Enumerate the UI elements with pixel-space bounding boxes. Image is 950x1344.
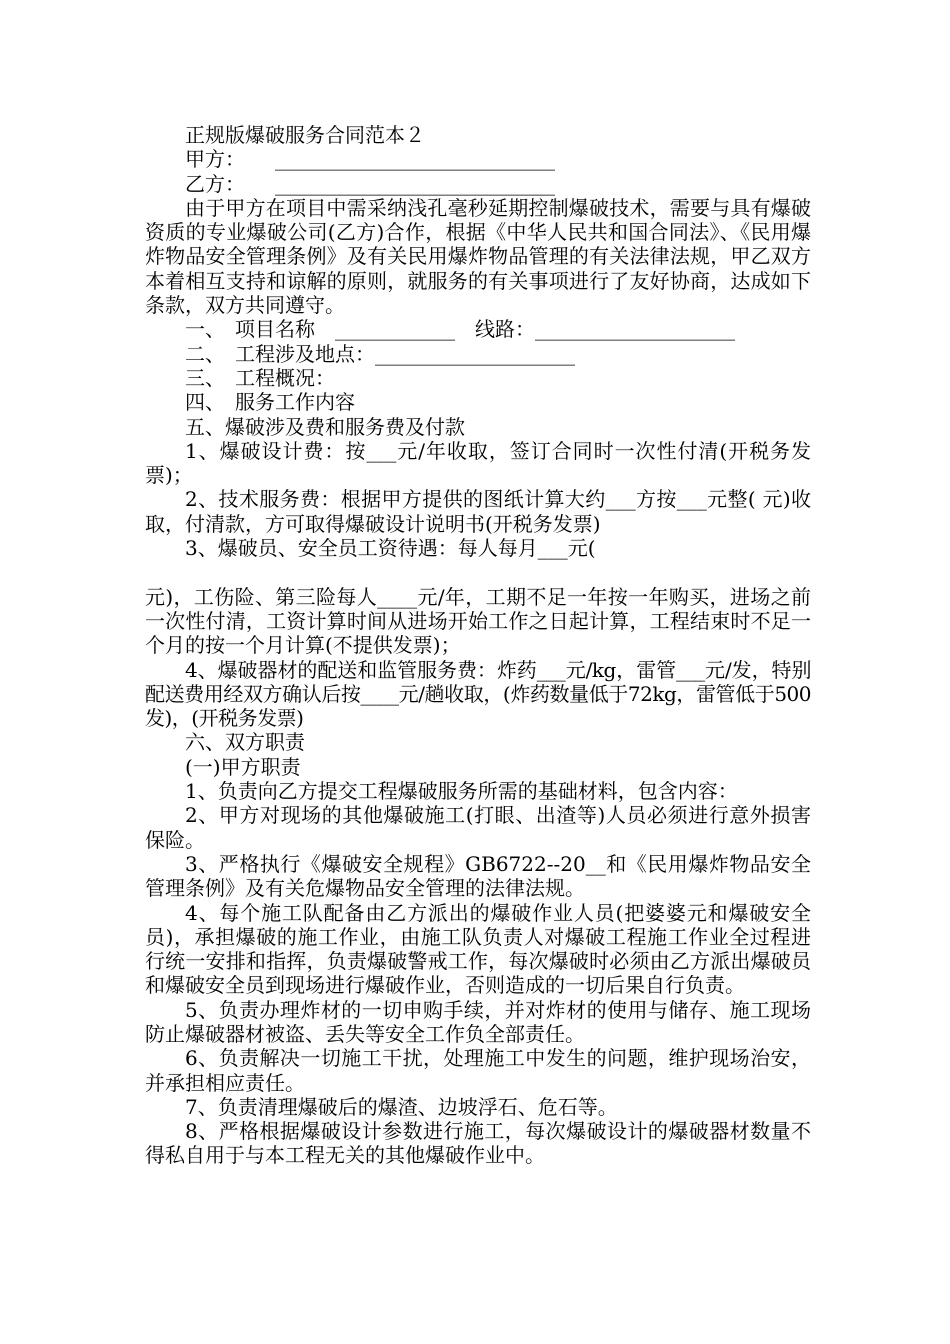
party-a-line: 甲方： ____________________________ [185, 147, 555, 172]
duty-item-7: 7、负责清理爆破后的爆渣、边坡浮石、危石等。 [185, 1094, 618, 1119]
section-6-duties: 六、双方职责 [185, 730, 305, 755]
section-3-overview: 三、 工程概况： [185, 365, 335, 390]
duty-item-3: 3、严格执行《爆破安全规程》GB6722--20__和《民用爆炸物品安全管理条例》及有关危爆物品安全管理的法律法规。 [145, 851, 811, 901]
party-b-line: 乙方： ____________________________ [185, 171, 555, 196]
blank-gap [145, 560, 811, 584]
section-5-fees: 五、爆破涉及费和服务费及付款 [185, 414, 465, 439]
fee-item-3-start: 3、爆破员、安全员工资待遇：每人每月___元( [185, 536, 596, 561]
fee-item-4: 4、爆破器材的配送和监管服务费：炸药___元/kg，雷管___元/发，特别配送费用经双方确认后按____元/趟收取，(炸药数量低于72kg，雷管低于500发)，(开税务发票) [145, 657, 811, 731]
duty-item-6: 6、负责解决一切施工干扰，处理施工中发生的问题，维护现场治安，并承担相应责任。 [145, 1046, 811, 1095]
duty-item-5: 5、负责办理炸材的一切申购手续，并对炸材的使用与储存、施工现场防止爆破器材被盗、丢失等安全工作负全部责任。 [145, 997, 811, 1046]
document-title: 正规版爆破服务合同范本２ [185, 123, 425, 147]
intro-paragraph: 由于甲方在项目中需采纳浅孔毫秒延期控制爆破技术，需要与具有爆破资质的专业爆破公司(乙方)合作，根据《中华人民共和国合同法》、《民用爆炸物品安全管理条例》及有关民用爆炸物品管理的有关法律法规，甲乙双方本着相互支持和谅解的原则，就服务的有关事项进行了友好协商，达成如下条款，双方共同遵守。 [145, 195, 811, 318]
duty-item-1: 1、负责向乙方提交工程爆破服务所需的基础材料，包含内容： [185, 779, 738, 804]
duty-item-8: 8、严格根据爆破设计参数进行施工，每次爆破设计的爆破器材数量不得私自用于与本工程无关的其他爆破作业中。 [145, 1119, 811, 1168]
section-1-project-name: 一、 项目名称 ____________ 线路：____________________ [185, 317, 735, 342]
section-6-1-party-a-duties: (一)甲方职责 [185, 754, 301, 779]
section-2-location: 二、 工程涉及地点：____________________ [185, 341, 575, 366]
fee-item-2: 2、技术服务费：根据甲方提供的图纸计算大约___方按___元整( 元)收取，付清款，方可取得爆破设计说明书(开税务发票) [145, 487, 811, 536]
fee-item-3-continued: 元)，工伤险、第三险每人____元/年，工期不足一年按一年购买，进场之前一次性付清，工资计算时间从进场开始工作之日起计算，工程结束时不足一个月的按一个月计算(不提供发票)； [145, 584, 811, 658]
duty-item-2: 2、甲方对现场的其他爆破施工(打眼、出渣等)人员必须进行意外损害保险。 [145, 803, 811, 852]
duty-item-4: 4、每个施工队配备由乙方派出的爆破作业人员(把婆婆元和爆破安全员)，承担爆破的施工作业，由施工队负责人对爆破工程施工作业全过程进行统一安排和指挥，负责爆破警戒工作，每次爆破时必须由乙方派出爆破员和爆破安全员到现场进行爆破作业，否则造成的一切后果自行负责。 [145, 900, 811, 998]
fee-item-1: 1、爆破设计费：按___元/年收取，签订合同时一次性付清(开税务发票)； [145, 438, 811, 488]
section-4-service-content: 四、 服务工作内容 [185, 390, 355, 415]
contract-page [145, 123, 811, 1168]
